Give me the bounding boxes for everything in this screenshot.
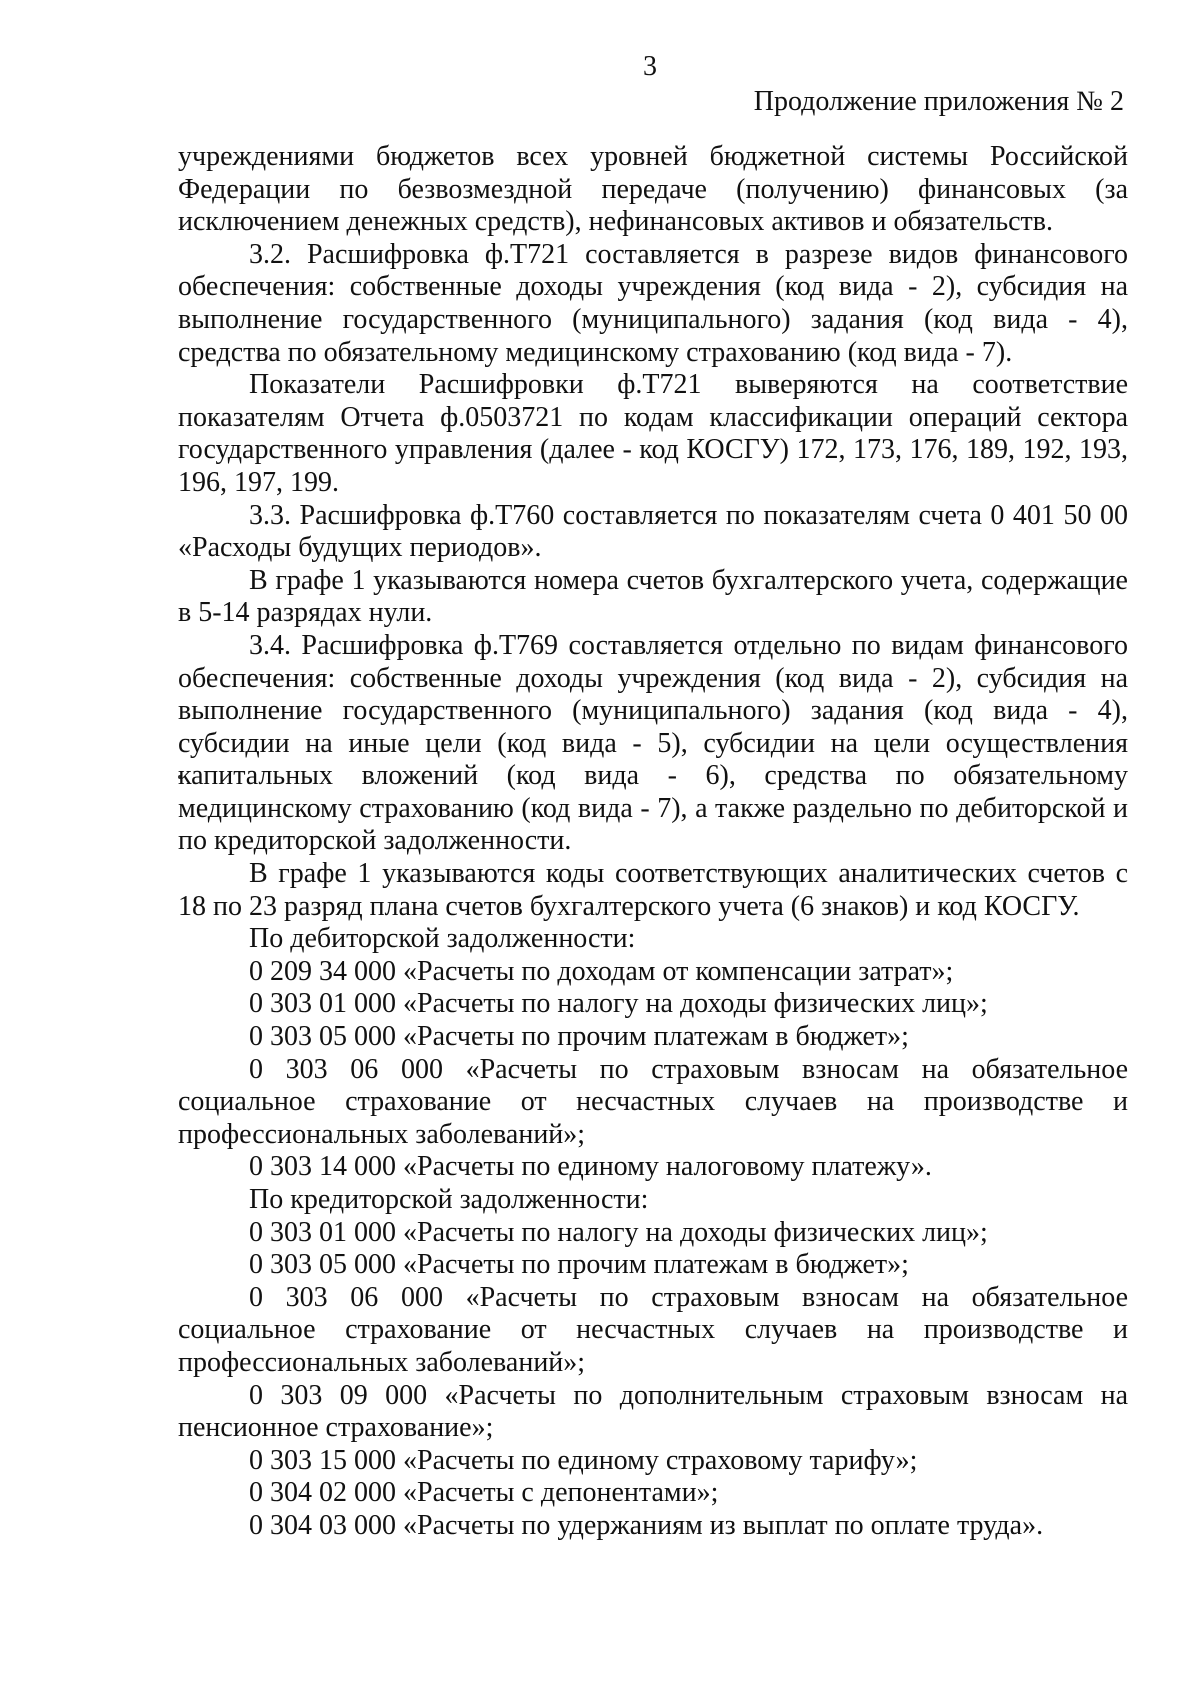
appendix-continuation-note: Продолжение приложения № 2 [753,86,1124,117]
list-item: 0 304 02 000 «Расчеты с депонентами»; [249,1477,719,1509]
paragraph: 3.3. Расшифровка ф.Т760 составляется по показателям счета 0 401 50 00 «Расходы будущих периодов». [178,499,1128,564]
paragraph: Показатели Расшифровки ф.Т721 выверяются на соответствие показателям Отчета ф.0503721 по кодам классификации операций сектора государственного управления (далее - код КОСГУ) 172, 173, 176, 189, 192, 193, 196, 197, 199. [178,369,1128,498]
list-item: 0 209 34 000 «Расчеты по доходам от компенсации затрат»; [249,955,954,987]
paragraph: 3.2. Расшифровка ф.Т721 составляется в разрезе видов финансового обеспечения: собственные доходы учреждения (код вида - 2), субсидия на выполнение государственного (муниципального) задания (код вида - 4), средства по обязательному медицинскому страхованию (код вида - 7). [178,238,1128,368]
list-heading: По кредиторской задолженности: [249,1184,649,1215]
list-item: 0 303 06 000 «Расчеты по страховым взносам на обязательное социальное страхование от несчастных случаев на производстве и профессиональных заболеваний»; [178,1281,1128,1378]
document-body [178,141,1128,1543]
list-item: 0 303 01 000 «Расчеты по налогу на доходы физических лиц»; [249,988,988,1020]
list-item: 0 304 03 000 «Расчеты по удержаниям из выплат по оплате труда». [249,1509,1044,1541]
paragraph: В графе 1 указываются номера счетов бухгалтерского учета, содержащие в 5-14 разрядах нули. [178,564,1128,629]
list-item: 0 303 09 000 «Расчеты по дополнительным страховым взносам на пенсионное страхование»; [178,1379,1128,1444]
list-item: 0 303 05 000 «Расчеты по прочим платежам в бюджет»; [249,1249,909,1281]
list-item: 0 303 01 000 «Расчеты по налогу на доходы физических лиц»; [249,1216,988,1248]
list-item: 0 303 05 000 «Расчеты по прочим платежам в бюджет»; [249,1021,909,1053]
page-number: 3 [643,51,657,82]
list-item: 0 303 15 000 «Расчеты по единому страховому тарифу»; [249,1444,918,1476]
list-item: 0 303 14 000 «Расчеты по единому налоговому платежу». [249,1151,932,1183]
paragraph: 3.4. Расшифровка ф.Т769 составляется отдельно по видам финансового обеспечения: собственные доходы учреждения (код вида - 2), субсидия на выполнение государственного (муниципального) задания (код вида - 4), субсидии на иные цели (код вида - 5), субсидии на цели осуществления капитальных вложений (код вида - 6), средства по обязательному медицинскому страхованию (код вида - 7), а также раздельно по дебиторской и по кредиторской задолженности. [178,629,1128,857]
paragraph: В графе 1 указываются коды соответствующих аналитических счетов с 18 по 23 разряд плана счетов бухгалтерского учета (6 знаков) и код КОСГУ. [178,858,1128,922]
paragraph: учреждениями бюджетов всех уровней бюджетной системы Российской Федерации по безвозмездной передаче (получению) финансовых (за исключением денежных средств), нефинансовых активов и обязательств. [178,141,1128,238]
list-item: 0 303 06 000 «Расчеты по страховым взносам на обязательное социальное страхование от несчастных случаев на производстве и профессиональных заболеваний»; [178,1053,1128,1150]
list-heading: По дебиторской задолженности: [249,923,636,955]
